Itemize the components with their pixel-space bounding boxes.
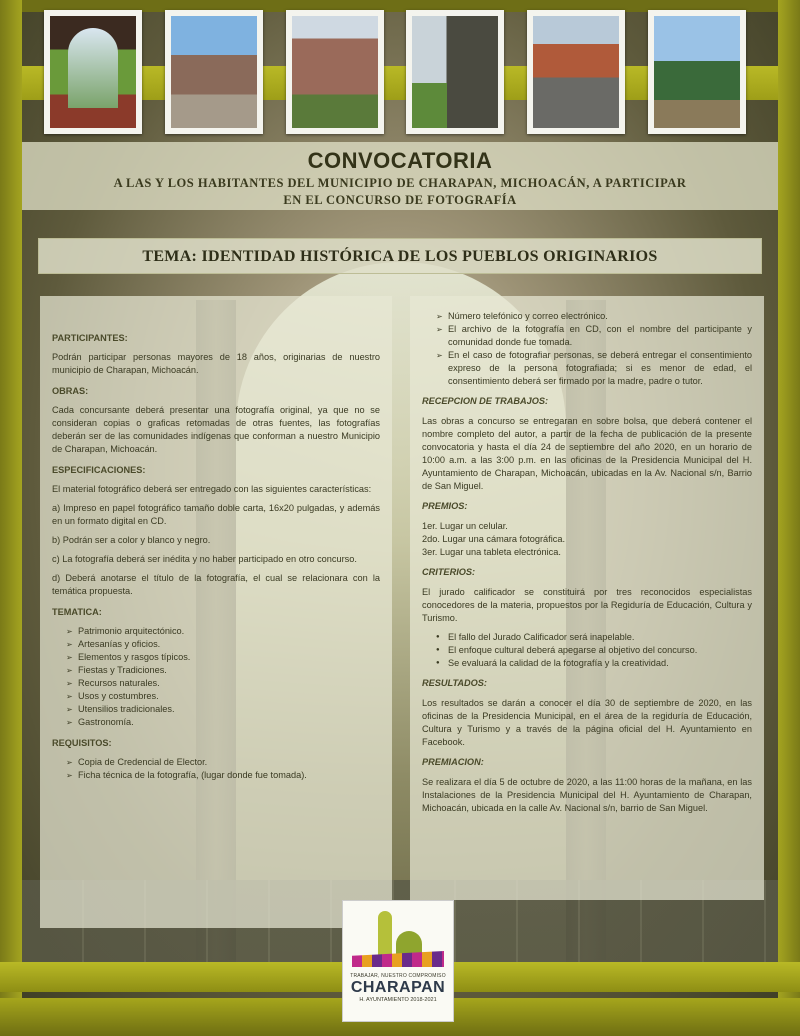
resultados-heading: RESULTADOS:	[422, 678, 487, 688]
requisitos-list	[66, 756, 380, 782]
premiacion-text: Se realizara el día 5 de octubre de 2020, a las 11:00 horas de la mañana, en las Instalaciones de la Presidencia Municipal del H. Ayuntamiento de Charapan, Michoacán, ubicada en la calle Av. Nacional s/n, barrio de San Miguel.	[422, 777, 752, 813]
list-item: ➢ En el caso de fotografiar personas, se deberá entregar el consentimiento expreso de la persona fotografiada; si es menor de edad, el consentimiento deberá ser firmado por la madre, padre o tutor.	[436, 349, 752, 388]
list-item: ➢ Fiestas y Tradiciones.	[66, 664, 380, 677]
left-column	[40, 296, 392, 928]
list-item: ● El enfoque cultural deberá apegarse al objetivo del concurso.	[436, 644, 752, 657]
criterios-list	[436, 631, 752, 670]
especificacion-c: c) La fotografía deberá ser inédita y no haber participado en otro concurso.	[52, 554, 357, 564]
especificacion-a: a) Impreso en papel fotográfico tamaño doble carta, 16x20 pulgadas, y además en un formato digital en CD.	[52, 503, 380, 526]
obras-heading: OBRAS:	[52, 386, 89, 396]
list-item: ● Se evaluará la calidad de la fotografía y la creatividad.	[436, 657, 752, 670]
list-item: ➢ Usos y costumbres.	[66, 690, 380, 703]
subtitle-line-2: EN EL CONCURSO DE FOTOGRAFÍA	[283, 193, 517, 207]
list-item: 2do. Lugar una cámara fotográfica.	[422, 534, 566, 544]
list-item: ➢ Ficha técnica de la fotografía, (lugar donde fue tomada).	[66, 769, 380, 782]
requisitos-continued-list	[436, 310, 752, 388]
subtitle-line-1: A LAS Y LOS HABITANTES DEL MUNICIPIO DE CHARAPAN, MICHOACÁN, A PARTICIPAR	[113, 176, 687, 190]
list-item: ➢ Patrimonio arquitectónico.	[66, 625, 380, 638]
list-item: ➢ El archivo de la fotografía en CD, con el nombre del participante y comunidad donde fue tomada.	[436, 323, 752, 349]
list-item: ● El fallo del Jurado Calificador será inapelable.	[436, 631, 752, 644]
list-item: ➢ Utensilios tradicionales.	[66, 703, 380, 716]
list-item: ➢ Gastronomía.	[66, 716, 380, 729]
requisitos-heading: REQUISITOS:	[52, 738, 112, 748]
photo-church-stairs	[165, 10, 263, 134]
list-item: ➢ Elementos y rasgos típicos.	[66, 651, 380, 664]
especificacion-d: d) Deberá anotarse el título de la fotografía, el cual se relacionara con la temática propuesta.	[52, 573, 380, 596]
especificacion-b: b) Podrán ser a color y blanco y negro.	[52, 535, 211, 545]
premios-heading: PREMIOS:	[422, 501, 468, 511]
photo-archway	[44, 10, 142, 134]
tematica-heading: TEMATICA:	[52, 607, 102, 617]
header-box	[22, 142, 778, 210]
tematica-list	[66, 625, 380, 729]
list-item: ➢ Número telefónico y correo electrónico.	[436, 310, 752, 323]
photo-strip	[44, 10, 746, 136]
list-item: ➢ Copia de Credencial de Elector.	[66, 756, 380, 769]
criterios-text: El jurado calificador se constituirá por tres reconocidos especialistas conocedores de la materia, propuestos por la Regiduría de Educación, Cultura y Turismo.	[422, 587, 752, 623]
recepcion-heading: RECEPCION DE TRABAJOS:	[422, 396, 549, 406]
list-item: 3er. Lugar una tableta electrónica.	[422, 547, 561, 557]
frame-left-side	[0, 0, 22, 1036]
photo-trees	[648, 10, 746, 134]
obras-text: Cada concursante deberá presentar una fotografía original, ya que no se consideran copias o graficas retomadas de otras fuentes, las fotografías deberán ser de las comunidades indígenas que conforman a nuestro Municipio de Charapan, Michoacán.	[52, 405, 380, 454]
logo-subtitle: H. AYUNTAMIENTO 2018-2021	[359, 997, 437, 1003]
premios-list	[422, 520, 752, 559]
premiacion-heading: PREMIACION:	[422, 757, 484, 767]
photo-cobblestone-street	[527, 10, 625, 134]
especificaciones-text: El material fotográfico deberá ser entregado con las siguientes características:	[52, 484, 372, 494]
page-title: CONVOCATORIA	[307, 148, 493, 173]
list-item: ➢ Recursos naturales.	[66, 677, 380, 690]
photo-church-tower	[286, 10, 384, 134]
criterios-heading: CRITERIOS:	[422, 567, 476, 577]
especificaciones-heading: ESPECIFICACIONES:	[52, 465, 146, 475]
recepcion-text: Las obras a concurso se entregaran en sobre bolsa, que deberá contener el nombre completo del autor, a partir de la fecha de publicación de la presente convocatoria y hasta el día 24 de septiembre del año 2020, en un horario de 10:00 a.m. a las 3:00 p.m. en las oficinas de la Presidencia Municipal del H. Ayuntamiento de Charapan, Michoacán, ubicadas en la Av. Nacional s/n, Barrio de San Miguel.	[422, 416, 752, 491]
resultados-text: Los resultados se darán a conocer el día 30 de septiembre de 2020, en las oficinas de la Presidencia Municipal, en el área de la regiduría de Educación, Cultura y Turismo y a través de la página oficial del H. Ayuntamiento en Facebook.	[422, 698, 752, 747]
list-item: 1er. Lugar un celular.	[422, 521, 508, 531]
church-logo-icon	[348, 907, 448, 971]
charapan-logo	[342, 900, 454, 1022]
participantes-heading: PARTICIPANTES:	[52, 333, 128, 343]
photo-stone-wall	[406, 10, 504, 134]
right-column	[410, 296, 764, 900]
participantes-text: Podrán participar personas mayores de 18 años, originarias de nuestro municipio de Charapan, Michoacán.	[52, 352, 380, 375]
list-item: ➢ Artesanías y oficios.	[66, 638, 380, 651]
logo-motto: TRABAJAR, NUESTRO COMPROMISO	[350, 973, 446, 979]
frame-right-side	[778, 0, 800, 1036]
logo-name: CHARAPAN	[350, 979, 446, 996]
theme-banner: TEMA: IDENTIDAD HISTÓRICA DE LOS PUEBLOS ORIGINARIOS	[38, 238, 762, 274]
